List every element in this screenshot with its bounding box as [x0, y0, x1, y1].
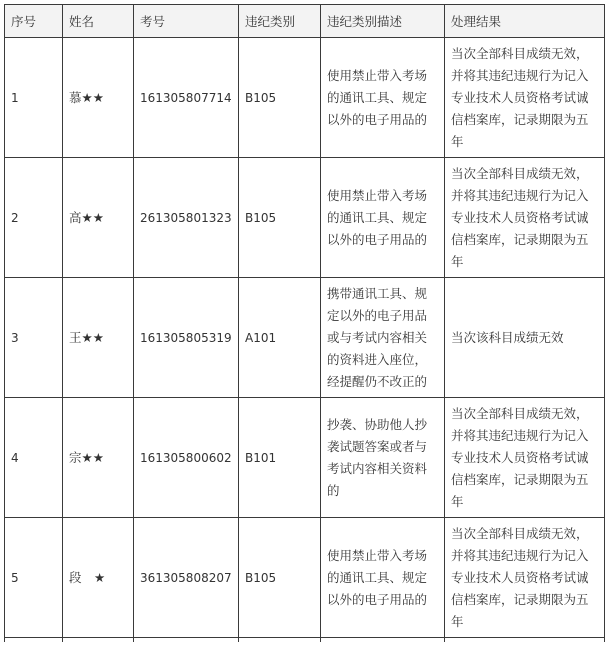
cell-exam-no: 161305800602 — [134, 398, 239, 518]
header-index: 序号 — [5, 5, 63, 38]
cell-description: 抄袭、协助他人抄袭试题答案或者与考试内容相关资料的 — [321, 398, 445, 518]
table-header-row — [5, 5, 605, 38]
table-row — [5, 38, 605, 158]
cell-description: 使用禁止带入考场的通讯工具、规定以外的电子用品的 — [321, 158, 445, 278]
cell-index: 2 — [5, 158, 63, 278]
cell-exam-no: 161305805319 — [134, 278, 239, 398]
cell-category: A101 — [239, 278, 321, 398]
cell-result: 当次全部科目成绩无效，并将其违纪违规行为记入专业技术人员资格考试诚信档案库，记录期限为五年 — [445, 518, 605, 638]
cell-name: 段 ★ — [63, 518, 134, 638]
violation-table — [4, 4, 605, 642]
cell-result: 当次全部科目成绩无效，并将其违纪违规行为记入专业技术人员资格考试诚信档案库，记录期限为五年 — [445, 398, 605, 518]
cell-category: B105 — [239, 38, 321, 158]
cell-exam-no: 361305808207 — [134, 518, 239, 638]
cell-name: 宗★★ — [63, 398, 134, 518]
cell-name: 高★★ — [63, 158, 134, 278]
cell-result: 当次全部科目成绩无效，并将其违纪违规行为记入专业技术人员资格考试诚信档案库，记录期限为五年 — [445, 38, 605, 158]
table-row-partial — [5, 638, 605, 643]
cell-description: 携带通讯工具、规定以外的电子用品或与考试内容相关的资料进入座位，经提醒仍不改正的 — [321, 278, 445, 398]
cell-exam-no: 161305807714 — [134, 38, 239, 158]
cell-index: 5 — [5, 518, 63, 638]
cell-index: 4 — [5, 398, 63, 518]
header-result: 处理结果 — [445, 5, 605, 38]
cell-description: 使用禁止带入考场的通讯工具、规定以外的电子用品的 — [321, 38, 445, 158]
header-name: 姓名 — [63, 5, 134, 38]
table-row — [5, 398, 605, 518]
table-row — [5, 278, 605, 398]
cell-category: B101 — [239, 398, 321, 518]
cell-name: 慕★★ — [63, 38, 134, 158]
cell-category: B105 — [239, 158, 321, 278]
cell-index: 3 — [5, 278, 63, 398]
cell-result: 当次该科目成绩无效 — [445, 278, 605, 398]
header-description: 违纪类别描述 — [321, 5, 445, 38]
table-row — [5, 158, 605, 278]
cell-exam-no: 261305801323 — [134, 158, 239, 278]
cell-index: 1 — [5, 38, 63, 158]
header-exam-no: 考号 — [134, 5, 239, 38]
cell-category: B105 — [239, 518, 321, 638]
cell-name: 王★★ — [63, 278, 134, 398]
cell-result: 当次全部科目成绩无效，并将其违纪违规行为记入专业技术人员资格考试诚信档案库，记录期限为五年 — [445, 158, 605, 278]
header-category: 违纪类别 — [239, 5, 321, 38]
table-row — [5, 518, 605, 638]
cell-description: 使用禁止带入考场的通讯工具、规定以外的电子用品的 — [321, 518, 445, 638]
